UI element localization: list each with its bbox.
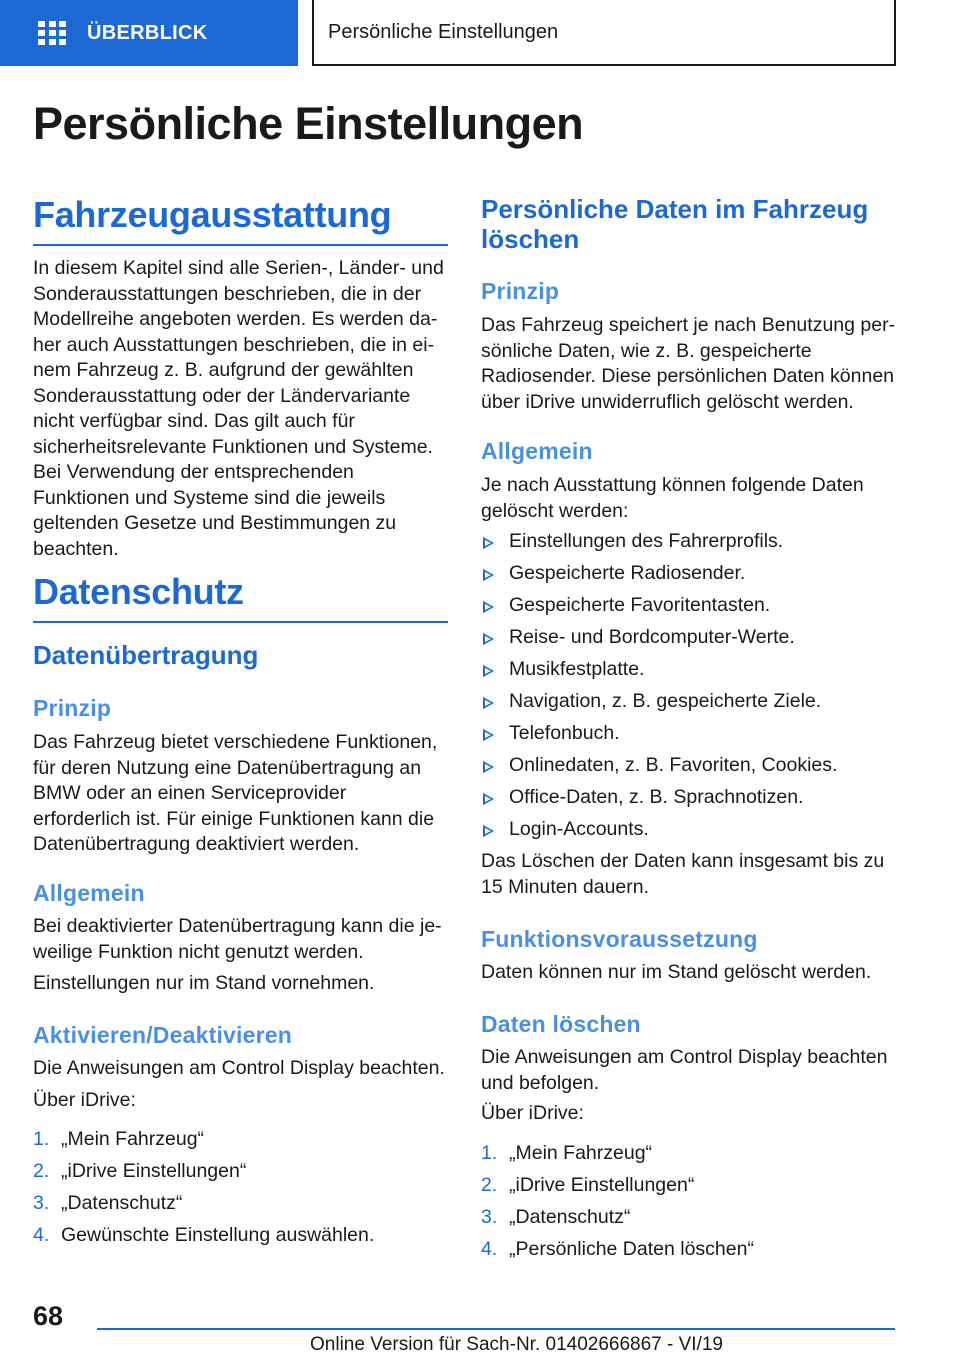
- list-item: [481, 1141, 896, 1173]
- step-number: 2.: [33, 1160, 50, 1182]
- allgemein-text: Je nach Ausstattung können folgende Daten gelöscht werden:: [481, 474, 864, 522]
- step-text: „Mein Fahrzeug“: [61, 1128, 205, 1150]
- footer-divider: [97, 1328, 895, 1330]
- list-item: [481, 561, 896, 593]
- list-item: [481, 753, 896, 785]
- list-item: [33, 1127, 448, 1159]
- list-item: [481, 529, 896, 561]
- prinzip-text: Das Fahrzeug speichert je nach Benutzung persönliche Daten, wie z. B. gespeicherte Radiosender. Diese persönlichen Daten können über iDrive unwiderruflich gelöscht werden.: [481, 314, 896, 413]
- fahrzeugausstattung-text: In diesem Kapitel sind alle Serien-, Länder- und Sonderausstattungen beschrieben, die in der Modellreihe angeboten werden. Es werden daher auch Ausstattungen beschrieben, die in einem Fahrzeug z. B. aufgrund der gewählten Sonderausstattung oder der Ländervariante nicht verfügbar sind. Das gilt auch für sicherheitsrelevante Funktionen und Systeme. Bei Verwendung der entsprechenden Funktionen und Systeme sind die jeweils geltenden Gesetze und Bestimmungen zu beachten.: [33, 257, 444, 560]
- step-number: 3.: [33, 1192, 50, 1214]
- heading-aktivieren-deaktivieren: Aktivieren/Deaktivieren: [33, 1022, 293, 1048]
- triangle-bullet-icon: [483, 569, 494, 581]
- triangle-bullet-icon: [483, 761, 494, 773]
- top-navigation: [0, 0, 960, 66]
- list-item-text: Reise- und Bordcomputer-Werte.: [509, 626, 795, 648]
- list-item: [481, 785, 896, 817]
- step-text: „Datenschutz“: [61, 1192, 183, 1214]
- prinzip-text: Das Fahrzeug bietet verschiedene Funktionen, für deren Nutzung eine Datenübertragung an BMW oder an einen Serviceprovider erforderlich ist. Für einige Funktionen kann die Datenübertragung deaktiviert werden.: [33, 731, 438, 855]
- daten-loeschen-text-1: Die Anweisungen am Control Display beachten und befolgen.: [481, 1046, 888, 1094]
- step-number: 1.: [33, 1128, 50, 1150]
- triangle-bullet-icon: [483, 665, 494, 677]
- triangle-bullet-icon: [483, 825, 494, 837]
- step-number: 3.: [481, 1206, 498, 1228]
- heading-allgemein: Allgemein: [33, 880, 145, 906]
- list-item: [481, 817, 896, 849]
- triangle-bullet-icon: [483, 601, 494, 613]
- grid-menu-icon: [38, 21, 66, 45]
- list-item-text: Einstellungen des Fahrerprofils.: [509, 530, 784, 552]
- list-item: [481, 593, 896, 625]
- list-item: [481, 721, 896, 753]
- step-text: Gewünschte Einstellung auswählen.: [61, 1224, 375, 1246]
- idrive-loeschen-steps-list: [481, 1141, 896, 1269]
- triangle-bullet-icon: [483, 537, 494, 549]
- idrive-steps-list: [33, 1127, 448, 1255]
- list-item-text: Login-Accounts.: [509, 818, 649, 840]
- page-title: Persönliche Einstellungen: [33, 98, 584, 149]
- step-text: „Mein Fahrzeug“: [509, 1142, 653, 1164]
- heading-daten-loeschen: Daten löschen: [481, 1011, 641, 1037]
- heading-allgemein: Allgemein: [481, 438, 593, 464]
- funktionsvoraussetzung-text: Daten können nur im Stand gelöscht werden.: [481, 961, 872, 983]
- list-item-text: Gespeicherte Favoritentasten.: [509, 594, 771, 616]
- step-number: 4.: [33, 1224, 50, 1246]
- list-item-text: Gespeicherte Radiosender.: [509, 562, 746, 584]
- aktivieren-text-1: Die Anweisungen am Control Display beachten.: [33, 1057, 445, 1079]
- list-item: [481, 689, 896, 721]
- heading-funktionsvoraussetzung: Funktionsvoraussetzung: [481, 926, 758, 952]
- heading-persoenliche-daten-loeschen: Persönliche Daten im Fahrzeug löschen: [481, 194, 869, 254]
- list-item: [481, 1205, 896, 1237]
- list-item: [33, 1191, 448, 1223]
- breadcrumb-current-chapter[interactable]: Persönliche Einstellungen: [312, 0, 896, 66]
- triangle-bullet-icon: [483, 729, 494, 741]
- heading-datenuebertragung: Datenübertragung: [33, 640, 259, 670]
- step-text: „iDrive Einstellungen“: [61, 1160, 247, 1182]
- loeschbare-daten-list: [481, 529, 896, 849]
- list-item-text: Telefonbuch.: [509, 722, 620, 744]
- page-number: 68: [33, 1301, 64, 1331]
- step-number: 1.: [481, 1142, 498, 1164]
- loeschdauer-text: Das Löschen der Daten kann insgesamt bis zu 15 Minuten dauern.: [481, 850, 885, 898]
- allgemein-text-2: Einstellungen nur im Stand vornehmen.: [33, 972, 375, 994]
- list-item: [481, 1173, 896, 1205]
- aktivieren-text-2: Über iDrive:: [33, 1089, 136, 1111]
- triangle-bullet-icon: [483, 697, 494, 709]
- step-text: „Datenschutz“: [509, 1206, 631, 1228]
- step-text: „iDrive Einstellungen“: [509, 1174, 695, 1196]
- list-item: [33, 1159, 448, 1191]
- section-title-datenschutz: Datenschutz: [33, 571, 448, 623]
- list-item-text: Navigation, z. B. gespeicherte Ziele.: [509, 690, 822, 712]
- allgemein-text-1: Bei deaktivierter Datenübertragung kann die jeweilige Funktion nicht genutzt werden.: [33, 915, 442, 963]
- list-item-text: Office-Daten, z. B. Sprachnotizen.: [509, 786, 804, 808]
- footer-version-text: Online Version für Sach-Nr. 01402666867 - VI/19: [310, 1334, 723, 1355]
- section-title-fahrzeugausstattung: Fahrzeugausstattung: [33, 194, 448, 246]
- heading-prinzip: Prinzip: [481, 278, 560, 304]
- step-text: „Persönliche Daten löschen“: [509, 1238, 754, 1260]
- list-item: [481, 657, 896, 689]
- triangle-bullet-icon: [483, 793, 494, 805]
- list-item-text: Musikfestplatte.: [509, 658, 645, 680]
- step-number: 4.: [481, 1238, 498, 1260]
- overview-button[interactable]: [0, 0, 298, 66]
- overview-label: ÜBERBLICK: [87, 21, 208, 44]
- daten-loeschen-text-2: Über iDrive:: [481, 1102, 584, 1124]
- heading-prinzip: Prinzip: [33, 695, 112, 721]
- triangle-bullet-icon: [483, 633, 494, 645]
- list-item-text: Onlinedaten, z. B. Favoriten, Cookies.: [509, 754, 838, 776]
- list-item: [481, 625, 896, 657]
- step-number: 2.: [481, 1174, 498, 1196]
- list-item: [481, 1237, 896, 1269]
- list-item: [33, 1223, 448, 1255]
